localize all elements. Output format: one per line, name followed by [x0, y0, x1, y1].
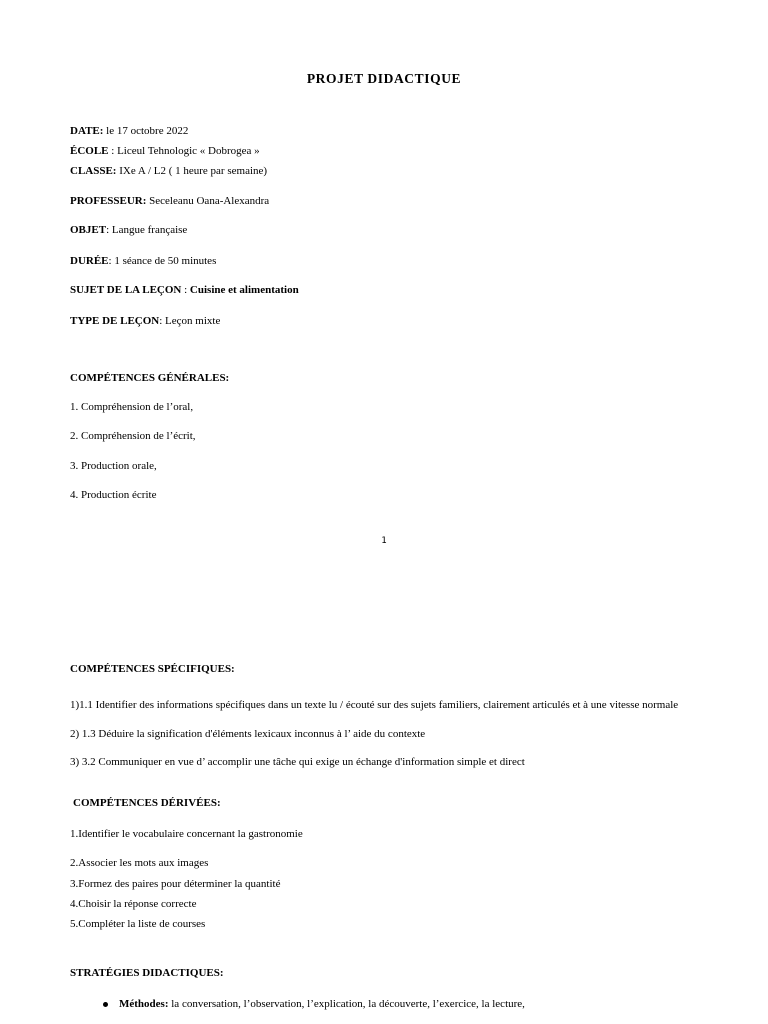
field-sujet [70, 284, 299, 297]
field-date [70, 125, 188, 138]
bullet-icon [103, 997, 111, 1013]
competences-derivees-heading: COMPÉTENCES DÉRIVÉES: [73, 797, 221, 809]
strategie-item [119, 998, 525, 1011]
field-duree-value: : 1 séance de 50 minutes [108, 255, 217, 267]
strategie-item-value: la conversation, l’observation, l’explication, la découverte, l’exercice, la lecture, [168, 998, 525, 1010]
field-type-lecon-label: TYPE DE LEÇON [70, 315, 160, 327]
field-date-value: le 17 octobre 2022 [103, 125, 189, 137]
competence-generale-item: 2. Compréhension de l’écrit, [70, 430, 196, 442]
field-sujet-label: SUJET DE LA LEÇON [70, 284, 182, 296]
field-duree [70, 255, 216, 268]
competence-specifique-item: 3) 3.2 Communiquer en vue d’ accomplir une tâche qui exige un échange d'information simple et direct [70, 756, 525, 768]
field-objet-label: OBJET [70, 224, 107, 236]
competence-derivee-item: 2.Associer les mots aux images [70, 857, 209, 869]
field-duree-label: DURÉE [70, 255, 109, 267]
competence-generale-item: 1. Compréhension de l’oral, [70, 401, 194, 413]
competence-derivee-item: 4.Choisir la réponse correcte [70, 898, 197, 910]
document-title: PROJET DIDACTIQUE [306, 71, 462, 86]
field-ecole-label: ÉCOLE [70, 145, 109, 157]
field-sujet-separator: : [181, 284, 190, 296]
competence-generale-item: 3. Production orale, [70, 460, 157, 472]
field-professeur-value: Seceleanu Oana-Alexandra [146, 195, 270, 207]
field-type-lecon [70, 315, 220, 328]
field-type-lecon-value: : Leçon mixte [159, 315, 221, 327]
competence-generale-item: 4. Production écrite [70, 489, 157, 501]
competence-derivee-item: 5.Compléter la liste de courses [70, 918, 206, 930]
competences-specifiques-heading: COMPÉTENCES SPÉCIFIQUES: [70, 663, 235, 675]
field-classe-value: IXe A / L2 ( 1 heure par semaine) [116, 165, 268, 177]
field-ecole [70, 145, 260, 158]
field-classe-label: CLASSE: [70, 165, 117, 177]
competence-derivee-item: 1.Identifier le vocabulaire concernant la gastronomie [70, 828, 303, 840]
field-objet [70, 224, 187, 237]
field-professeur-label: PROFESSEUR: [70, 195, 147, 207]
field-classe [70, 165, 267, 178]
strategie-item-label: Méthodes: [119, 998, 169, 1010]
field-professeur [70, 195, 269, 208]
competences-generales-heading: COMPÉTENCES GÉNÉRALES: [70, 372, 230, 384]
competence-specifique-item: 1)1.1 Identifier des informations spécifiques dans un texte lu / écouté sur des sujets familiers, clairement articulés et à une vitesse normale [70, 699, 679, 711]
competence-specifique-item: 2) 1.3 Déduire la signification d'éléments lexicaux inconnus à l’ aide du contexte [70, 728, 426, 740]
strategies-heading: STRATÉGIES DIDACTIQUES: [70, 967, 224, 979]
competence-derivee-item: 3.Formez des paires pour déterminer la quantité [70, 878, 281, 890]
page-number: 1 [381, 536, 387, 546]
field-sujet-value: Cuisine et alimentation [189, 284, 299, 296]
field-date-label: DATE: [70, 125, 104, 137]
field-objet-value: : Langue française [106, 224, 188, 236]
field-ecole-value: : Liceul Tehnologic « Dobrogea » [108, 145, 260, 157]
